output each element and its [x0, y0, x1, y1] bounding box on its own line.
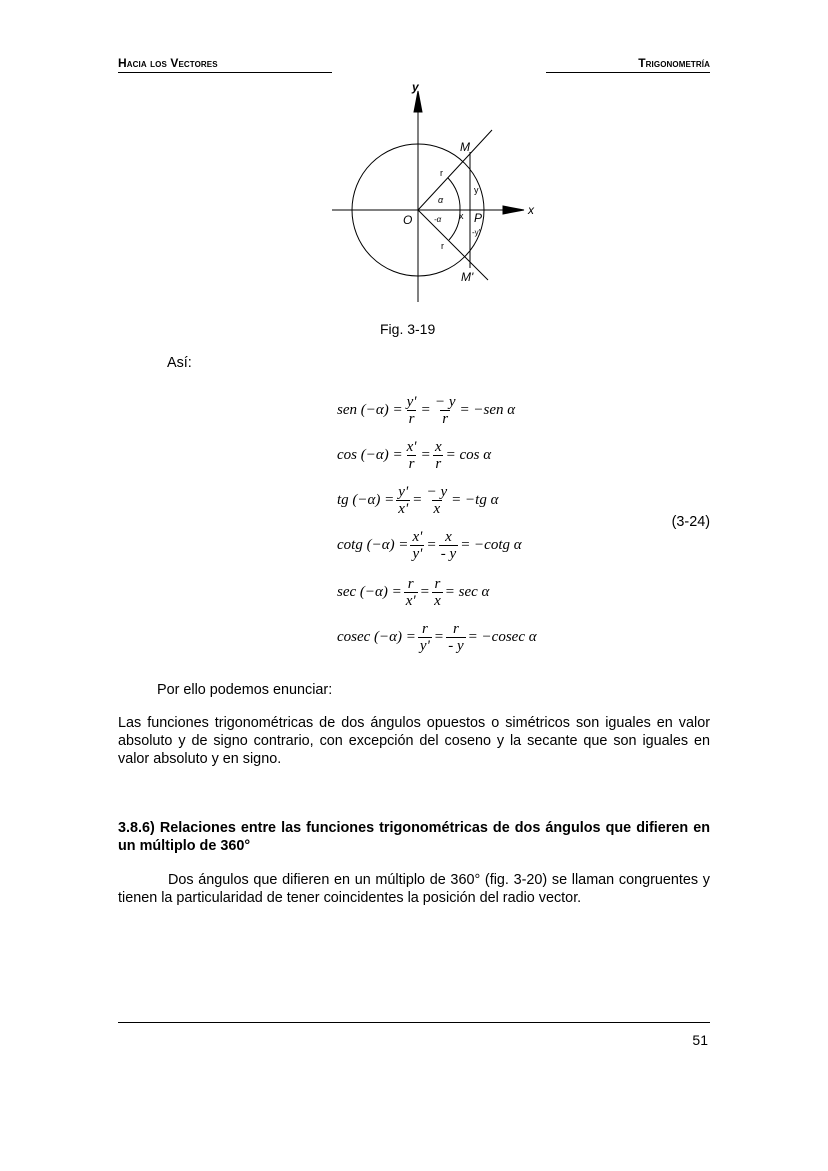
denominator: - y	[440, 546, 457, 562]
figure-caption: Fig. 3-19	[380, 321, 436, 337]
numerator: − y	[426, 484, 448, 500]
equation-lhs: cotg (−α) =	[337, 537, 409, 553]
origin-label: O	[403, 213, 413, 227]
numerator: − y	[434, 394, 456, 410]
header-rule-gap	[332, 71, 546, 74]
y-axis-arrow	[414, 91, 422, 112]
denominator: y'	[412, 546, 423, 562]
equals-sign: =	[427, 537, 436, 553]
y-segment-label: y	[474, 185, 479, 195]
page-number: 51	[692, 1032, 708, 1048]
equation-rhs: = cos α	[445, 447, 492, 463]
denominator: y'	[419, 638, 430, 654]
equation-lhs: tg (−α) =	[337, 492, 395, 508]
radius-m	[418, 130, 492, 210]
x-axis-label: x	[528, 203, 534, 217]
fraction	[396, 484, 410, 517]
equation-cotg	[337, 529, 522, 562]
radius-bottom-label: r	[441, 241, 444, 251]
equation-lhs: sec (−α) =	[337, 584, 402, 600]
point-p-label: P	[474, 211, 483, 225]
numerator: x'	[406, 439, 417, 455]
y-prime-segment-label: -y'	[472, 228, 481, 237]
intro-text: Así:	[167, 355, 192, 371]
fraction	[446, 621, 465, 654]
unit-circle-figure	[318, 78, 548, 306]
equation-sec	[337, 576, 489, 609]
numerator: r	[453, 621, 459, 637]
equation-lhs: sen (−α) =	[337, 402, 403, 418]
equation-lhs: cosec (−α) =	[337, 629, 416, 645]
equation-tg	[337, 484, 498, 517]
radius-top-label: r	[440, 168, 443, 178]
lead-in-text: Por ello podemos enunciar:	[157, 682, 333, 698]
equation-rhs: = −sen α	[459, 402, 516, 418]
denominator: r	[435, 456, 442, 472]
paragraph-opposite-angles: Las funciones trigonométricas de dos ángulos opuestos o simétricos son iguales en valor absoluto y de signo contrario, con excepción del coseno y la secante que son iguales en valor absoluto y en signo.	[118, 715, 710, 767]
x-axis-arrow	[503, 206, 524, 214]
section-heading: 3.8.6) Relaciones entre las funciones trigonométricas de dos ángulos que difieren en un múltiplo de 360°	[118, 820, 710, 854]
fraction	[405, 394, 419, 427]
minus-alpha-label: -α	[434, 215, 442, 224]
numerator: r	[434, 576, 441, 592]
equals-sign: =	[420, 584, 430, 600]
numerator: x'	[412, 529, 423, 545]
equals-sign: =	[413, 492, 422, 508]
fraction	[433, 394, 458, 427]
equation-number: (3-24)	[671, 514, 710, 530]
y-axis-label: y	[412, 80, 419, 94]
point-m-label: M	[460, 140, 470, 154]
alpha-arc	[448, 178, 460, 210]
equals-sign: =	[421, 402, 430, 418]
numerator: x	[445, 529, 452, 545]
equation-rhs: = −cosec α	[467, 629, 537, 645]
alpha-label: α	[438, 195, 444, 205]
point-m-prime-label: M'	[461, 270, 474, 284]
equation-cosec	[337, 621, 537, 654]
numerator: x	[434, 439, 442, 455]
numerator: r	[421, 621, 428, 637]
denominator: r	[408, 411, 415, 427]
fraction	[425, 484, 450, 517]
x-segment-label: x	[459, 211, 464, 221]
fraction	[410, 529, 424, 562]
equals-sign: =	[434, 629, 444, 645]
header-right-title: Trigonometría	[638, 56, 710, 70]
denominator: r	[408, 456, 415, 472]
numerator: y'	[398, 484, 409, 500]
fraction	[418, 621, 432, 654]
fraction	[439, 529, 458, 562]
denominator: r	[442, 411, 449, 427]
fraction	[432, 576, 443, 609]
fraction	[405, 439, 419, 472]
numerator: r	[407, 576, 414, 592]
paragraph-congruent-angles: Dos ángulos que difieren en un múltiplo de 360° (fig. 3-20) se llaman congruentes y tienen la particularidad de tener coincidentes la posición del radio vector.	[118, 872, 710, 906]
equation-rhs: = sec α	[444, 584, 490, 600]
equation-rhs: = −tg α	[451, 492, 499, 508]
equation-lhs: cos (−α) =	[337, 447, 403, 463]
footer-rule	[118, 1022, 710, 1023]
numerator: y'	[406, 394, 417, 410]
denominator: x	[434, 593, 441, 609]
equals-sign: =	[421, 447, 430, 463]
header-left-title: Hacia los Vectores	[118, 56, 218, 70]
fraction	[433, 439, 444, 472]
denominator: x	[433, 501, 441, 517]
fraction	[404, 576, 418, 609]
denominator: x'	[405, 593, 416, 609]
denominator: x'	[398, 501, 409, 517]
equation-sen	[337, 394, 515, 427]
denominator: - y	[448, 638, 464, 654]
equation-rhs: = −cotg α	[460, 537, 522, 553]
equation-cos	[337, 439, 491, 472]
